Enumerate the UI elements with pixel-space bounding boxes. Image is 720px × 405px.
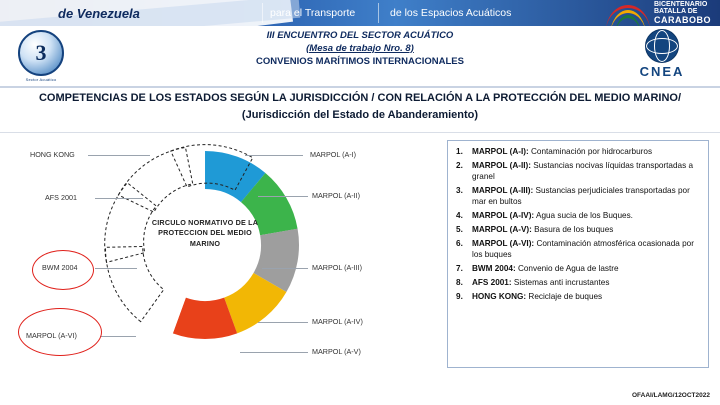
leader-line-afs: [95, 198, 143, 199]
legend-desc: Contaminación atmosférica ocasionada por los buques: [472, 239, 694, 260]
legend-term: AFS 2001:: [472, 278, 512, 288]
label-marpol-a3: MARPOL (A-III): [312, 263, 363, 272]
page-title: [150, 30, 570, 68]
logo-caption: Sector Acuático: [25, 77, 57, 82]
carabobo-badge: [606, 1, 716, 25]
subtitle-divider: [0, 132, 720, 133]
leader-line-a6: [100, 336, 136, 337]
legend-desc: Reciclaje de buques: [526, 292, 603, 302]
highlight-ellipse-bwm-2004: [32, 250, 94, 290]
cnea-logo: [614, 28, 710, 80]
banner-mid-text: para el Transporte: [270, 7, 356, 19]
list-item: [454, 225, 702, 236]
leader-line-a1: [245, 155, 303, 156]
logo-sector-acuatico: [8, 28, 74, 84]
label-afs-2001: AFS 2001: [45, 193, 77, 202]
label-marpol-a4: MARPOL (A-IV): [312, 317, 363, 326]
carabobo-line2: BATALLA DE: [654, 8, 698, 16]
banner-divider-1: [262, 3, 263, 23]
leader-line-a2: [258, 196, 308, 197]
legend-list: [454, 147, 702, 303]
header-divider: [0, 86, 720, 88]
list-item: [454, 161, 702, 183]
banner-right-text: de los Espacios Acuáticos: [390, 7, 512, 19]
legend-term: MARPOL (A-IV):: [472, 211, 535, 221]
list-item: [454, 264, 702, 275]
legend-term: MARPOL (A-VI):: [472, 239, 535, 249]
subtitle: [14, 90, 706, 123]
carabobo-line1: BICENTENARIO: [654, 0, 708, 8]
globe-icon: [645, 29, 679, 63]
leader-line-a4: [258, 322, 308, 323]
highlight-ellipse-marpol-a6: [18, 308, 102, 356]
legend-term: MARPOL (A-V):: [472, 225, 532, 235]
list-item: [454, 147, 702, 158]
list-item: [454, 239, 702, 261]
legend-desc: Sustancias perjudiciales transportadas por mar en bultos: [472, 186, 690, 206]
leader-line-hk: [88, 155, 150, 156]
legend-desc: Agua sucia de los Buques.: [534, 211, 633, 221]
title-line-3: CONVENIOS MARÍTIMOS INTERNACIONALES: [256, 55, 464, 67]
legend-desc: Convenio de Agua de lastre: [515, 264, 619, 274]
label-marpol-a2: MARPOL (A-II): [312, 191, 361, 200]
label-marpol-a5: MARPOL (A-V): [312, 347, 361, 356]
legend-panel: [447, 140, 709, 368]
legend-desc: Sistemas anti incrustantes: [511, 278, 610, 288]
label-marpol-a6: MARPOL (A-VI): [26, 331, 77, 340]
list-item: [454, 292, 702, 303]
legend-term: BWM 2004:: [472, 264, 516, 274]
list-item: [454, 186, 702, 208]
legend-desc: Sustancias nocivas líquidas transportadas a granel: [472, 161, 694, 181]
subtitle-line-1: COMPETENCIAS DE LOS ESTADOS SEGÚN LA JURISDICCIÓN / CON RELACIÓN A LA PROTECCIÓN DEL MEDIO MARINO/: [38, 92, 682, 104]
legend-term: MARPOL (A-I):: [472, 147, 529, 156]
list-item: [454, 211, 702, 222]
legend-term: HONG KONG:: [472, 292, 527, 302]
donut-center-label: CIRCULO NORMATIVO DE LA PROTECCION DEL MEDIO MARINO: [151, 218, 259, 248]
carabobo-text: [654, 1, 711, 25]
banner-left-text: de Venezuela: [58, 6, 140, 21]
leader-line-a3: [262, 268, 308, 269]
banner-divider-2: [378, 3, 379, 23]
list-item: [454, 278, 702, 289]
subtitle-line-2: (Jurisdicción del Estado de Abanderamiento): [241, 108, 479, 121]
legend-term: MARPOL (A-III):: [472, 186, 534, 196]
leader-line-a5: [240, 352, 308, 353]
title-line-1: III ENCUENTRO DEL SECTOR ACUÁTICO: [266, 30, 454, 41]
carabobo-line3: CARABOBO: [654, 14, 711, 25]
label-bwm-2004: BWM 2004: [42, 263, 78, 272]
carabobo-arc-icon: [606, 3, 650, 23]
legend-term: MARPOL (A-II):: [472, 161, 531, 171]
footer-code: OFAAI/LAMG/12OCT2022: [631, 392, 710, 399]
leader-line-bwm: [95, 268, 137, 269]
title-line-2: (Mesa de trabajo Nro. 8): [306, 42, 414, 54]
legend-desc: Contaminación por hidrocarburos: [528, 147, 653, 156]
logo-mark: 3: [18, 30, 64, 76]
top-banner: [0, 0, 720, 26]
label-hong-kong: HONG KONG: [30, 150, 75, 159]
legend-desc: Basura de los buques: [531, 225, 614, 235]
cnea-wordmark: CNEA: [639, 64, 685, 79]
label-marpol-a1: MARPOL (A-I): [310, 150, 357, 159]
